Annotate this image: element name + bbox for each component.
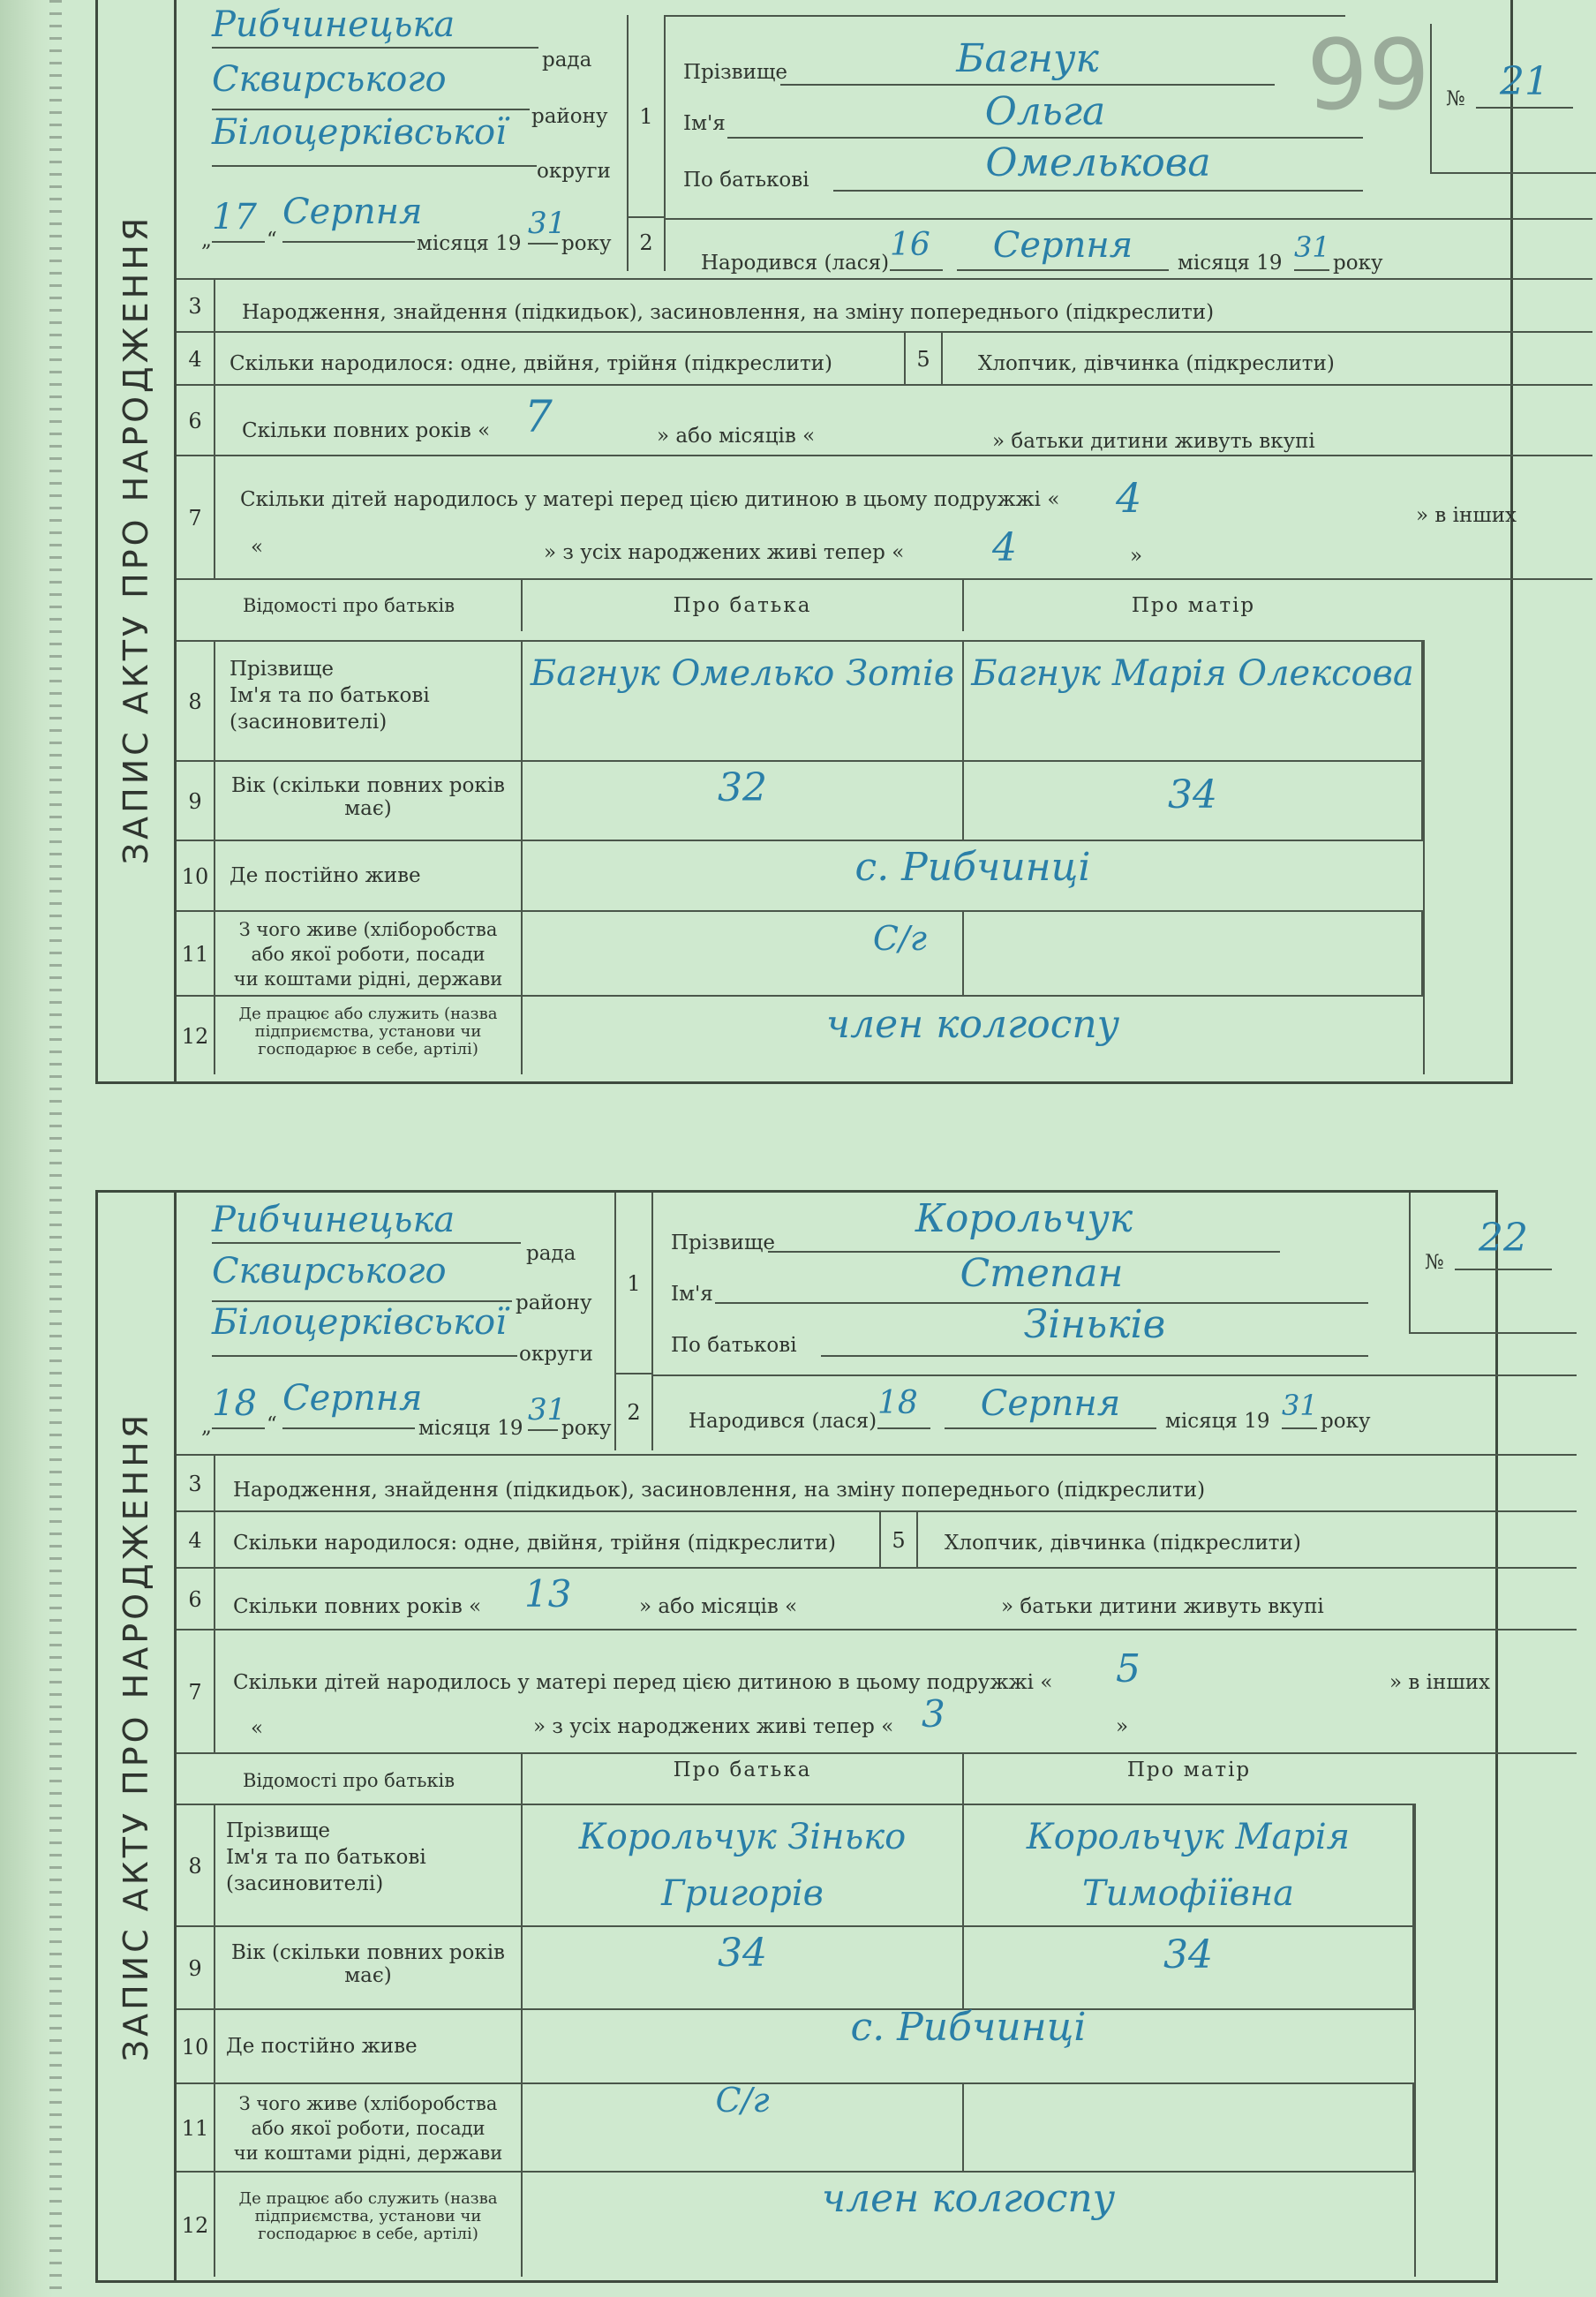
row-4 bbox=[215, 331, 904, 384]
birth-month: Серпня bbox=[957, 225, 1169, 271]
row-9-label: Вік (скільки повних років має) bbox=[215, 1925, 523, 2008]
mother-age: 34 bbox=[964, 760, 1423, 840]
row-5-label: Хлопчик, дівчинка (підкреслити) bbox=[978, 352, 1335, 375]
father-age: 32 bbox=[523, 760, 964, 840]
field-num-11: 11 bbox=[177, 910, 215, 995]
side-title: ЗАПИС АКТУ ПРО НАРОДЖЕННЯ bbox=[98, 1193, 177, 2280]
row-7-label-c: « bbox=[251, 536, 264, 559]
row-6 bbox=[215, 1567, 1577, 1629]
row-10-label: Де постійно живе bbox=[215, 2008, 523, 2082]
occupation: С/г bbox=[523, 2082, 964, 2171]
field-num-11: 11 bbox=[177, 2082, 215, 2171]
birth-record-21 bbox=[95, 0, 1549, 1084]
row-11-label: З чого живе (хліборобства або якої роботи, посади чи коштами рідні, держави bbox=[215, 2082, 523, 2171]
row-3-label: Народження, знайдення (підкидьок), засиновлення, на зміну попереднього (підкреслити) bbox=[242, 301, 1215, 324]
field-num-12: 12 bbox=[177, 2171, 215, 2277]
row-7-label-b: » в інших bbox=[1416, 504, 1517, 527]
rada-value: Рибчинецька bbox=[212, 4, 538, 49]
imia-label: Ім'я bbox=[671, 1283, 713, 1306]
field-num-5: 5 bbox=[904, 331, 943, 384]
row-7-label-d: » з усіх народжених живі тепер « bbox=[544, 541, 905, 564]
father-name: Багнук Омелько Зотів bbox=[523, 640, 964, 760]
po-batkovi-value: Зіньків bbox=[821, 1302, 1368, 1357]
record-form bbox=[177, 0, 1549, 1081]
side-title: ЗАПИС АКТУ ПРО НАРОДЖЕННЯ bbox=[98, 0, 177, 1081]
row-7-label-e: » bbox=[1116, 1715, 1129, 1738]
parents-table bbox=[177, 578, 1592, 1081]
field-num-2: 2 bbox=[627, 218, 666, 271]
children-before: 5 bbox=[1116, 1646, 1141, 1691]
reg-month: Серпня bbox=[282, 192, 415, 243]
birth-date-row bbox=[666, 218, 1592, 280]
field-num-4: 4 bbox=[177, 331, 215, 384]
prizvyshche-value: Багнук bbox=[780, 36, 1275, 86]
field-num-2: 2 bbox=[614, 1374, 653, 1450]
row-10-label: Де постійно живе bbox=[215, 840, 523, 910]
field-num-8: 8 bbox=[177, 640, 215, 760]
years-together: 13 bbox=[524, 1572, 572, 1615]
birth-year: 31 bbox=[1294, 230, 1329, 271]
quote-close: “ bbox=[267, 1413, 277, 1436]
number-box bbox=[1430, 24, 1596, 174]
occupation: С/г bbox=[523, 910, 964, 995]
field-num-3: 3 bbox=[177, 1454, 215, 1510]
row-4-label: Скільки народилося: одне, двійня, трійня (підкреслити) bbox=[233, 1532, 836, 1555]
right-margin-column bbox=[1414, 1804, 1577, 2277]
po-batkovi-label: По батькові bbox=[671, 1334, 797, 1357]
no-label: № bbox=[1425, 1251, 1444, 1274]
residence: с. Рибчинці bbox=[523, 840, 1423, 910]
field-num-4: 4 bbox=[177, 1510, 215, 1567]
mother-header: Про матір bbox=[1126, 1759, 1252, 1781]
rada-value: Рибчинецька bbox=[212, 1200, 521, 1244]
row-7-label-c: « bbox=[251, 1717, 264, 1740]
children-before: 4 bbox=[1116, 474, 1142, 522]
row-9-label: Вік (скільки повних років має) bbox=[215, 760, 523, 840]
birth-misiatsia-label: місяця 19 bbox=[1178, 252, 1283, 275]
roku-label: року bbox=[561, 232, 612, 255]
birth-record-22 bbox=[95, 1190, 1528, 2283]
field-num-9: 9 bbox=[177, 1925, 215, 2008]
row-3-label: Народження, знайдення (підкидьок), засиновлення, на зміну попереднього (підкреслити) bbox=[233, 1479, 1206, 1502]
record-form bbox=[177, 1193, 1528, 2280]
years-together: 7 bbox=[524, 391, 553, 442]
residence: с. Рибчинці bbox=[523, 2008, 1414, 2082]
row-7-label-e: » bbox=[1130, 545, 1143, 568]
okruha-value: Білоцерківської bbox=[212, 112, 537, 167]
record-number: 22 bbox=[1455, 1216, 1552, 1270]
row-7-label-a: Скільки дітей народилось у матері перед цією дитиною в цьому подружжі « bbox=[233, 1671, 1053, 1694]
raion-value: Сквирського bbox=[212, 59, 530, 110]
number-box bbox=[1409, 1193, 1577, 1334]
mother-name: Корольчук Марія Тимофіївна bbox=[964, 1804, 1414, 1925]
reg-year: 31 bbox=[528, 1392, 558, 1431]
row-6-label-b: » або місяців « bbox=[657, 425, 816, 448]
parents-table bbox=[177, 1752, 1577, 2280]
children-alive: 4 bbox=[992, 525, 1017, 570]
row-6 bbox=[215, 384, 1592, 455]
father-name: Корольчук Зінько Григорів bbox=[523, 1804, 964, 1925]
okruha-label: округи bbox=[519, 1343, 593, 1366]
record-number: 21 bbox=[1476, 59, 1573, 109]
page-edge bbox=[0, 0, 53, 2297]
field-num-1: 1 bbox=[614, 1193, 653, 1374]
father-age: 34 bbox=[523, 1925, 964, 2008]
rada-label: рада bbox=[542, 49, 592, 72]
location-block bbox=[177, 0, 627, 271]
birth-roku-label: року bbox=[1321, 1410, 1371, 1433]
imia-value: Степан bbox=[715, 1251, 1368, 1304]
field-num-6: 6 bbox=[177, 384, 215, 455]
field-num-9: 9 bbox=[177, 760, 215, 840]
row-5 bbox=[943, 331, 1592, 384]
row-7 bbox=[215, 455, 1592, 578]
mother-header: Про матір bbox=[1131, 594, 1256, 617]
mother-name: Багнук Марія Олексова bbox=[964, 640, 1423, 760]
okruha-label: округи bbox=[537, 160, 611, 183]
mother-occupation bbox=[964, 2082, 1414, 2171]
father-header: Про батька bbox=[523, 580, 964, 631]
row-7-label-d: » з усіх народжених живі тепер « bbox=[533, 1715, 894, 1738]
imia-label: Ім'я bbox=[683, 112, 726, 135]
child-name-block bbox=[653, 1193, 1333, 1374]
field-num-10: 10 bbox=[177, 840, 215, 910]
no-label: № bbox=[1446, 87, 1465, 110]
row-11-label: З чого живе (хліборобства або якої роботи, посади чи коштами рідні, держави bbox=[215, 910, 523, 995]
misiatsia-label: місяця 19 bbox=[417, 232, 522, 255]
field-num-3: 3 bbox=[177, 278, 215, 331]
row-5-label: Хлопчик, дівчинка (підкреслити) bbox=[945, 1532, 1301, 1555]
row-8-label: Прізвище Ім'я та по батькові (засиновителі) bbox=[215, 640, 523, 760]
quote-close: “ bbox=[267, 229, 277, 252]
narodyvsia-label: Народився (лася) bbox=[701, 252, 890, 275]
row-3 bbox=[215, 278, 1592, 331]
row-7-label-b: » в інших bbox=[1389, 1671, 1491, 1694]
row-7 bbox=[215, 1629, 1577, 1752]
field-num-10: 10 bbox=[177, 2008, 215, 2082]
row-6-label-c: » батьки дитини живуть вкупі bbox=[992, 430, 1315, 453]
reg-day: 17 bbox=[212, 197, 265, 243]
po-batkovi-value: Омелькова bbox=[833, 140, 1363, 192]
row-6-label-b: » або місяців « bbox=[639, 1595, 798, 1618]
location-block bbox=[177, 1193, 627, 1457]
raion-label: району bbox=[516, 1292, 592, 1314]
row-5 bbox=[918, 1510, 1577, 1567]
prizvyshche-label: Прізвище bbox=[671, 1231, 775, 1254]
workplace: член колгоспу bbox=[523, 2171, 1414, 2277]
row-8-label: Прізвище Ім'я та по батькові (засиновителі) bbox=[215, 1804, 523, 1925]
mother-occupation bbox=[964, 910, 1423, 995]
binding-holes bbox=[49, 0, 62, 2297]
right-margin-column bbox=[1423, 640, 1592, 1074]
birth-year: 31 bbox=[1282, 1389, 1317, 1429]
row-3 bbox=[215, 1454, 1577, 1510]
page-number-stamp: 99 bbox=[1306, 19, 1430, 132]
narodyvsia-label: Народився (лася) bbox=[689, 1410, 877, 1433]
prizvyshche-value: Корольчук bbox=[768, 1196, 1280, 1253]
prizvyshche-label: Прізвище bbox=[683, 61, 787, 84]
okruha-value: Білоцерківської bbox=[212, 1302, 517, 1357]
raion-label: району bbox=[531, 105, 608, 128]
misiatsia-label: місяця 19 bbox=[418, 1417, 523, 1440]
parents-header: Відомості про батьків bbox=[177, 580, 523, 631]
field-num-5: 5 bbox=[879, 1510, 918, 1567]
field-num-12: 12 bbox=[177, 995, 215, 1074]
row-6-label-c: » батьки дитини живуть вкупі bbox=[1001, 1595, 1324, 1618]
roku-label: року bbox=[561, 1417, 612, 1440]
father-header: Про батька bbox=[523, 1754, 964, 1804]
field-num-7: 7 bbox=[177, 455, 215, 578]
field-num-7: 7 bbox=[177, 1629, 215, 1752]
reg-month: Серпня bbox=[282, 1378, 415, 1429]
po-batkovi-label: По батькові bbox=[683, 169, 809, 192]
field-num-1: 1 bbox=[627, 15, 666, 218]
row-12-label: Де працює або служить (назва підприємства, установи чи господарює в себе, артілі) bbox=[215, 995, 523, 1074]
raion-value: Сквирського bbox=[212, 1251, 512, 1302]
imia-value: Ольга bbox=[727, 89, 1363, 139]
reg-day: 18 bbox=[212, 1383, 265, 1429]
birth-date-row bbox=[653, 1374, 1577, 1450]
birth-misiatsia-label: місяця 19 bbox=[1165, 1410, 1270, 1433]
birth-roku-label: року bbox=[1333, 252, 1383, 275]
workplace: член колгоспу bbox=[523, 995, 1423, 1074]
row-6-label-a: Скільки повних років « bbox=[242, 419, 491, 442]
quote-open: „ bbox=[201, 1415, 212, 1438]
rada-label: рада bbox=[526, 1242, 576, 1265]
row-7-label-a: Скільки дітей народилось у матері перед цією дитиною в цьому подружжі « bbox=[240, 488, 1060, 511]
row-4-label: Скільки народилося: одне, двійня, трійня (підкреслити) bbox=[230, 352, 832, 375]
row-12-label: Де працює або служить (назва підприємства, установи чи господарює в себе, артілі) bbox=[215, 2171, 523, 2277]
children-alive: 3 bbox=[922, 1692, 945, 1736]
mother-age: 34 bbox=[964, 1925, 1414, 2008]
parents-header: Відомості про батьків bbox=[177, 1754, 523, 1804]
child-name-block bbox=[666, 15, 1345, 218]
birth-month: Серпня bbox=[945, 1383, 1156, 1429]
birth-day: 16 bbox=[890, 227, 943, 271]
birth-day: 18 bbox=[877, 1385, 930, 1429]
reg-year: 31 bbox=[528, 206, 558, 245]
field-num-6: 6 bbox=[177, 1567, 215, 1629]
quote-open: „ bbox=[201, 229, 212, 252]
row-4 bbox=[215, 1510, 879, 1567]
row-6-label-a: Скільки повних років « bbox=[233, 1595, 482, 1618]
field-num-8: 8 bbox=[177, 1804, 215, 1925]
